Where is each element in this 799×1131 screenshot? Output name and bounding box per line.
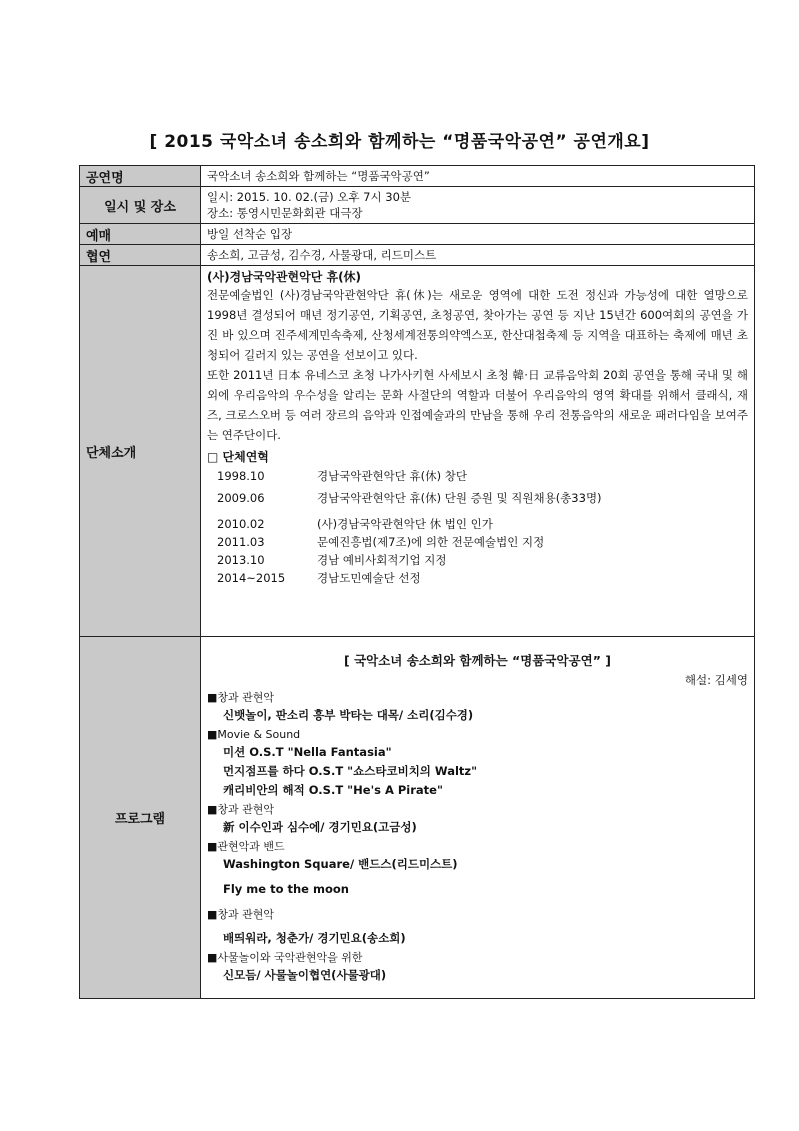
history-event: (사)경남국악관현악단 休 법인 인가 — [317, 517, 493, 531]
group-name: (사)경남국악관현악단 휴(休) — [207, 270, 362, 284]
history-row — [217, 551, 748, 569]
page-title: [ 2015 국악소녀 송소희와 함께하는 “명품국악공연” 공연개요] — [149, 132, 650, 152]
value-name: 국악소녀 송소희와 함께하는 “명품국악공연” — [201, 166, 755, 187]
group-intro-paragraph: 전문예술법인 (사)경남국악관현악단 휴(休)는 새로운 영역에 대한 도전 정신과 가능성에 대한 열망으로 1998년 결성되어 매년 정기공연, 기획공연, 초청공연, 찾아가는 공연 등 지난 15년간 600여회의 공연을 가진 바 있으며 진주세계민속축제, 산청세계전통의약엑스포, 한산대첩축제 등 지역을 대표하는 축제에 매년 초청되어 길러지 있는 공연을 선보이고 있다. — [207, 288, 748, 362]
label-program: 프로그램 — [80, 637, 201, 999]
program-item: Fly me to the moon — [223, 882, 349, 896]
history-row — [217, 515, 748, 533]
history-date: 2010.02 — [217, 517, 265, 531]
program-item: 배띄워라, 청춘가/ 경기민요(송소희) — [223, 931, 406, 945]
row-name — [80, 166, 755, 187]
program-item: Washington Square/ 밴드스(리드미스트) — [223, 857, 458, 871]
program-section: ■Movie & Sound — [207, 728, 301, 741]
datetime-line: 일시: 2015. 10. 02.(금) 오후 7시 30분 — [207, 190, 411, 204]
program-item: 신모듬/ 사물놀이협연(사물광대) — [223, 968, 387, 982]
history-date: 2013.10 — [217, 553, 265, 567]
history-row — [217, 569, 748, 587]
program-item: 미션 O.S.T "Nella Fantasia" — [223, 745, 392, 759]
label-reservation: 예매 — [80, 224, 201, 245]
overview-table — [79, 165, 755, 999]
row-group — [80, 266, 755, 637]
history-event: 경남국악관현악단 휴(休) 단원 증원 및 직원채용(총33명) — [317, 491, 602, 505]
history-date: 1998.10 — [217, 469, 265, 483]
history-row — [217, 465, 748, 487]
history-list — [217, 465, 748, 587]
history-row — [217, 533, 748, 551]
value-datetime — [201, 187, 755, 224]
label-datetime: 일시 및 장소 — [80, 187, 201, 224]
value-program — [201, 637, 755, 999]
label-group: 단체소개 — [80, 266, 201, 637]
label-name: 공연명 — [80, 166, 201, 187]
place-line: 장소: 통영시민문화회관 대극장 — [207, 206, 363, 220]
program-host: 해설: 김세영 — [684, 673, 748, 687]
history-date: 2009.06 — [217, 491, 265, 505]
history-event: 문예진흥법(제7조)에 의한 전문예술법인 지정 — [317, 535, 545, 549]
program-item: 캐리비안의 해적 O.S.T "He's A Pirate" — [223, 783, 443, 797]
history-date: 2011.03 — [217, 535, 265, 549]
program-item: 新 이수인과 심수에/ 경기민요(고금성) — [223, 820, 417, 834]
program-section: ■관현악과 밴드 — [207, 840, 285, 853]
row-cast — [80, 245, 755, 266]
value-cast: 송소희, 고금성, 김수경, 사물광대, 리드미스트 — [201, 245, 755, 266]
program-title: [ 국악소녀 송소희와 함께하는 “명품국악공연” ] — [344, 653, 611, 668]
history-heading: □ 단체연혁 — [207, 450, 269, 464]
program-section: ■창과 관현악 — [207, 803, 275, 816]
program-section: ■창과 관현악 — [207, 691, 275, 704]
row-datetime — [80, 187, 755, 224]
history-date: 2014~2015 — [217, 571, 286, 585]
program-section: ■창과 관현악 — [207, 908, 275, 921]
history-row — [217, 487, 748, 509]
history-event: 경남도민예술단 선정 — [317, 571, 421, 585]
value-group — [201, 266, 755, 637]
history-event: 경남국악관현악단 휴(休) 창단 — [317, 469, 467, 483]
program-section: ■사물놀이와 국악관현악을 위한 — [207, 951, 363, 964]
history-event: 경남 예비사회적기업 지정 — [317, 553, 447, 567]
row-program — [80, 637, 755, 999]
row-reservation — [80, 224, 755, 245]
program-item: 신뱃놀이, 판소리 흥부 박타는 대목/ 소리(김수경) — [223, 708, 474, 722]
value-reservation: 방일 선착순 입장 — [201, 224, 755, 245]
program-item: 먼지점프를 하다 O.S.T "쇼스타코비치의 Waltz" — [223, 764, 478, 778]
label-cast: 협연 — [80, 245, 201, 266]
group-intro-paragraph-2: 또한 2011년 日本 유네스코 초청 나가사키현 사세보시 초청 韓·日 교류음악회 20회 공연을 통해 국내 및 해외에 우리음악의 우수성을 알리는 문화 사절단의 역할과 더불어 우리음악의 영역 확대를 위해서 클래식, 재즈, 크로스오버 등 여러 장르의 음악과 인접예술과의 만남을 통해 우리 전통음악의 새로운 패러다임을 보여주는 연주단이다. — [207, 368, 749, 442]
